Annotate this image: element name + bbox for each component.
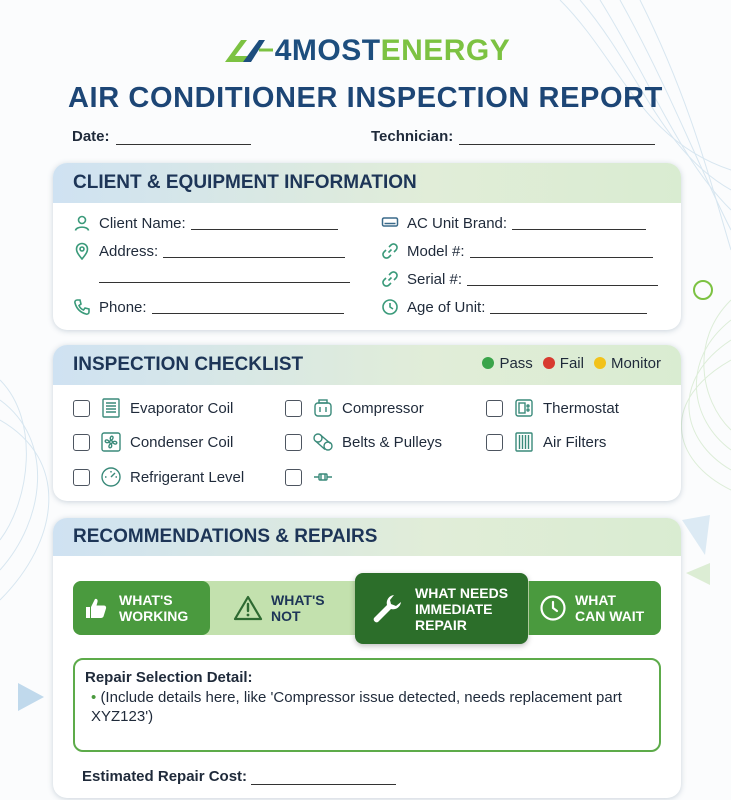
tab-line-2: WORKING	[119, 608, 189, 624]
checklist-heading-text: INSPECTION CHECKLIST	[73, 354, 304, 375]
item-label: Refrigerant Level	[130, 468, 245, 486]
address-label: Address:	[99, 242, 159, 260]
warning-icon	[233, 594, 263, 622]
technician-line[interactable]	[459, 131, 655, 145]
brand-logo	[0, 34, 731, 68]
logo-text-primary: 4MOST	[274, 34, 381, 67]
model-line[interactable]	[470, 245, 653, 258]
ac-unit-icon	[381, 214, 399, 232]
bullet-icon: •	[91, 689, 97, 706]
ac-brand-field[interactable]	[381, 214, 646, 232]
address-line-1[interactable]	[163, 245, 345, 258]
logo-text	[275, 34, 511, 68]
ac-brand-line[interactable]	[512, 217, 646, 230]
tab-line-1: WHAT'S	[119, 592, 173, 608]
pulley-icon	[312, 431, 334, 453]
logo-text-accent: ENERGY	[380, 34, 511, 67]
item-label: Belts & Pulleys	[342, 433, 443, 451]
client-name-label: Client Name:	[99, 214, 186, 232]
repair-detail-text[interactable]	[85, 688, 649, 726]
compressor-icon	[312, 397, 334, 419]
status-legend	[482, 355, 661, 372]
thumbs-up-icon	[83, 595, 109, 621]
valve-icon	[312, 466, 334, 488]
client-equipment-card	[53, 163, 681, 330]
clock-icon	[539, 594, 567, 622]
tab-what-can-wait[interactable]	[529, 581, 661, 635]
address-line-2[interactable]	[99, 270, 350, 283]
phone-line[interactable]	[152, 301, 344, 314]
link-icon	[381, 270, 399, 288]
checkbox[interactable]	[486, 434, 503, 451]
phone-icon	[73, 298, 91, 316]
fan-icon	[100, 431, 122, 453]
legend-fail-label: Fail	[559, 355, 584, 372]
tab-line-1: WHAT'S	[271, 592, 325, 608]
age-label: Age of Unit:	[407, 298, 486, 316]
recommendations-heading: RECOMMENDATIONS & REPAIRS	[53, 518, 681, 556]
pass-dot	[482, 357, 494, 369]
serial-field[interactable]	[381, 270, 658, 288]
legend-fail	[543, 355, 584, 372]
checklist-item-air-filters[interactable]	[486, 431, 606, 453]
checkbox[interactable]	[73, 469, 90, 486]
checkbox[interactable]	[486, 400, 503, 417]
item-label: Condenser Coil	[130, 433, 234, 451]
client-name-line[interactable]	[191, 217, 338, 230]
repair-detail-box[interactable]	[73, 658, 661, 752]
wrench-icon	[369, 591, 405, 627]
filter-icon	[513, 431, 535, 453]
checklist-item-thermostat[interactable]	[486, 397, 619, 419]
link-icon	[381, 242, 399, 260]
checklist-item-evaporator-coil[interactable]	[73, 397, 233, 419]
model-label: Model #:	[407, 242, 465, 260]
monitor-dot	[594, 357, 606, 369]
tab-line-1: WHAT	[575, 592, 616, 608]
serial-label: Serial #:	[407, 270, 463, 288]
checkbox[interactable]	[285, 434, 302, 451]
legend-monitor-label: Monitor	[610, 355, 661, 372]
tab-line-2: IMMEDIATE	[415, 600, 493, 617]
clock-icon	[381, 298, 399, 316]
tab-label	[415, 585, 508, 633]
gauge-icon	[100, 466, 122, 488]
age-field[interactable]	[381, 298, 647, 316]
phone-label: Phone:	[99, 298, 147, 316]
checklist-item-belts-pulleys[interactable]	[285, 431, 442, 453]
checklist-item-refrigerant-level[interactable]	[73, 466, 244, 488]
estimated-cost-line[interactable]	[251, 771, 396, 785]
phone-field[interactable]	[73, 298, 344, 316]
technician-field[interactable]	[371, 128, 655, 145]
estimated-cost-label: Estimated Repair Cost:	[82, 768, 248, 785]
client-name-field[interactable]	[73, 214, 338, 232]
legend-monitor	[594, 355, 661, 372]
checkbox[interactable]	[285, 469, 302, 486]
date-line[interactable]	[116, 131, 251, 145]
client-section-heading: CLIENT & EQUIPMENT INFORMATION	[53, 163, 681, 203]
coil-icon	[100, 397, 122, 419]
fail-dot	[543, 357, 555, 369]
legend-pass	[482, 355, 532, 372]
ac-brand-label: AC Unit Brand:	[407, 214, 508, 232]
address-field[interactable]	[73, 242, 345, 260]
tab-label	[575, 592, 644, 624]
tab-line-2: NOT	[271, 608, 301, 624]
estimated-cost-field[interactable]	[82, 768, 396, 785]
logo-mark-icon	[221, 36, 273, 66]
tab-label	[271, 592, 325, 624]
report-title: AIR CONDITIONER INSPECTION REPORT	[68, 82, 663, 114]
tab-line-3: REPAIR	[415, 616, 467, 633]
tab-immediate-repair[interactable]	[355, 573, 528, 644]
tab-whats-working[interactable]	[73, 581, 210, 635]
repair-detail-title: Repair Selection Detail:	[85, 669, 253, 686]
checklist-item-compressor[interactable]	[285, 397, 424, 419]
tab-line-1: WHAT NEEDS	[415, 584, 509, 601]
date-label: Date:	[72, 128, 110, 145]
item-label: Thermostat	[543, 399, 619, 417]
model-field[interactable]	[381, 242, 653, 260]
item-label: Air Filters	[543, 433, 607, 451]
location-pin-icon	[73, 242, 91, 260]
checklist-item-unlabeled[interactable]	[285, 466, 342, 488]
date-field[interactable]	[72, 128, 251, 145]
item-label: Compressor	[342, 399, 424, 417]
legend-pass-label: Pass	[499, 355, 533, 372]
recommendations-card	[53, 518, 681, 798]
repair-detail-body: (Include details here, like 'Compressor issue detected, needs replacement part XYZ123')	[91, 689, 622, 725]
tab-whats-not[interactable]	[223, 581, 353, 635]
user-icon	[73, 214, 91, 232]
checklist-item-condenser-coil[interactable]	[73, 431, 233, 453]
age-line[interactable]	[490, 301, 647, 314]
checkbox[interactable]	[73, 400, 90, 417]
tab-line-2: CAN WAIT	[575, 608, 645, 624]
serial-line[interactable]	[467, 273, 658, 286]
item-label: Evaporator Coil	[130, 399, 234, 417]
checkbox[interactable]	[285, 400, 302, 417]
inspection-checklist-card	[53, 345, 681, 501]
tab-label	[119, 592, 188, 624]
checkbox[interactable]	[73, 434, 90, 451]
address-line-2-underline[interactable]	[99, 270, 350, 283]
thermostat-icon	[513, 397, 535, 419]
technician-label: Technician:	[371, 128, 454, 145]
